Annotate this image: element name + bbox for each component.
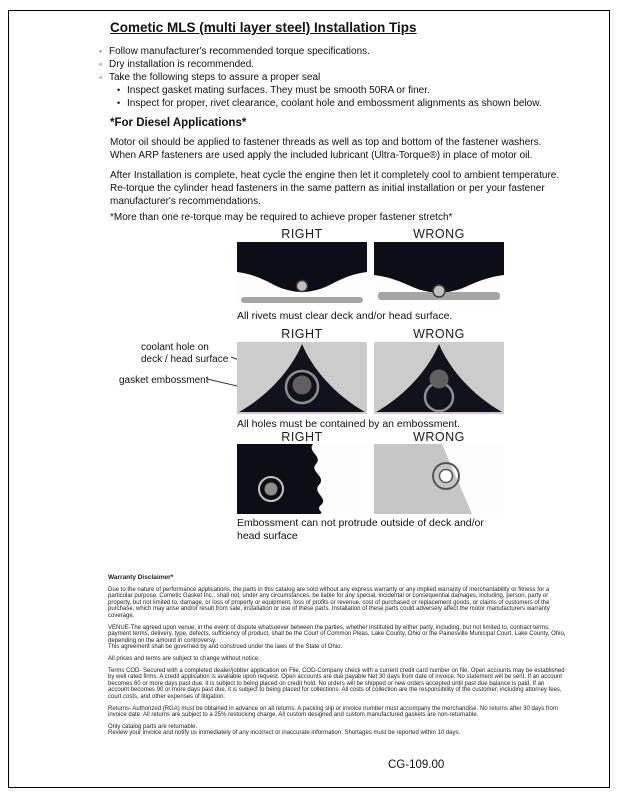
- warranty-paragraph: Returns- Authorized (RGA) must be obtained in advance on all returns. A packing slip or invoice number must accompany the merchandise. No returns after 30 days from invoice date. All returns are subject to a 25% restocking charge. All custom designed and custom manufactured gaskets are non-returnable.: [108, 705, 558, 719]
- warranty-paragraph: Review your invoice and notify us immediately of any incorrect or inaccurate information. Shortages must be reported within 10 days.: [108, 730, 461, 737]
- embossment-protrusion-wrong-diagram: [374, 444, 504, 514]
- list-item-text: Take the following steps to assure a proper seal: [109, 72, 321, 83]
- coolant-hole-icon: [293, 376, 312, 395]
- warranty-paragraph: Terms COD- Secured with a completed dealer/jobber application on File, COD-Company check with a current credit card number on file. Open accounts may be established by well rated firms. A credit application is available upon request. Open accounts are due payable Net 30 days from date of invoice. No statement will be sent. If an account becomes 60 or more days past due, it is subject to being placed on credit hold. No orders will be shipped or new orders accepted until past due balance is paid. If an account becomes 90 or more days past due, it is subject to being placed for collections. All costs of collection are the responsibility of the customer, including attorney fees, court costs, and other expenses of litigation.: [108, 667, 565, 700]
- hole-embossment-wrong-diagram: [374, 342, 504, 414]
- wrong-label: WRONG: [413, 227, 465, 241]
- rivet-caption: All rivets must clear deck and/or head surface.: [237, 310, 453, 322]
- list-item: [99, 58, 542, 71]
- list-item-text: Inspect gasket mating surfaces. They must be smooth 50RA or finer.: [127, 85, 430, 96]
- list-item: [117, 84, 542, 97]
- circle-bullet-icon: ◦: [99, 72, 103, 82]
- deck-surface: [237, 444, 323, 514]
- wrong-label: WRONG: [413, 327, 465, 341]
- warranty-paragraph: VENUE-The agreed upon venue, in the event of dispute whatsoever between the parties, whether instituted by either party, including, but not limited to, contract terms, payment terms, delivery, type, defects, sufficiency of product, shall be the Court of Common Pleas, Lake County, Ohio or the Painesville Municipal Court, Lake County, Ohio, depending on the amount in controversy.: [108, 624, 566, 644]
- rivet-icon: [297, 281, 308, 292]
- embossment-caption: Embossment can not protrude outside of deck and/or head surface: [237, 517, 484, 542]
- right-label: RIGHT: [281, 430, 323, 444]
- warranty-heading: Warranty Disclaimer*: [108, 574, 174, 581]
- coolant-hole-label: coolant hole on deck / head surface: [141, 342, 229, 365]
- page-title: Cometic MLS (multi layer steel) Installation Tips: [110, 20, 417, 35]
- coolant-hole-icon: [265, 483, 278, 496]
- list-item: [99, 45, 542, 58]
- coolant-hole-icon: [440, 470, 453, 483]
- list-item-text: Inspect for proper, rivet clearance, coolant hole and embossment alignments as shown below.: [127, 98, 542, 109]
- hole-embossment-right-diagram: [237, 342, 367, 414]
- coolant-hole-icon: [430, 370, 449, 389]
- list-item: [117, 97, 542, 110]
- right-label: RIGHT: [281, 227, 323, 241]
- rivet-clearance-wrong-diagram: [374, 242, 504, 306]
- diesel-applications-heading: *For Diesel Applications*: [110, 117, 247, 129]
- list-item: [99, 71, 542, 84]
- holes-caption: All holes must be contained by an embossment.: [237, 418, 460, 430]
- warranty-paragraph: All prices and terms are subject to change without notice.: [108, 655, 260, 662]
- page-code: CG-109.00: [388, 759, 445, 771]
- dot-bullet-icon: •: [117, 85, 121, 95]
- dot-bullet-icon: •: [117, 98, 121, 108]
- warranty-paragraph: Only catalog parts are returnable.: [108, 723, 198, 730]
- rivet-clearance-right-diagram: [237, 242, 367, 306]
- sub-list: [117, 84, 542, 110]
- rivet-icon: [433, 285, 445, 297]
- deck-surface: [241, 297, 363, 303]
- circle-bullet-icon: ◦: [99, 59, 103, 69]
- circle-bullet-icon: ◦: [99, 46, 103, 56]
- warranty-disclaimer: [108, 575, 566, 737]
- installation-tips-list: [99, 45, 542, 110]
- warranty-paragraph: This agreement shall be governed by and construed under the laws of the State of Ohio.: [108, 644, 343, 651]
- diesel-paragraph: After Installation is complete, heat cycle the engine then let it completely cool to ambient temperature. Re-torque the cylinder head fasteners in the same pattern as initial installation or per your fastener manufacturer's recommendations.: [110, 170, 560, 208]
- right-label: RIGHT: [281, 327, 323, 341]
- list-item-text: Follow manufacturer's recommended torque specifications.: [109, 46, 370, 57]
- wrong-label: WRONG: [413, 430, 465, 444]
- retorque-note: *More than one re-torque may be required to achieve proper fastener stretch*: [110, 212, 453, 223]
- list-item-text: Dry installation is recommended.: [109, 59, 255, 70]
- gasket-embossment-label: gasket embossment: [119, 375, 209, 386]
- warranty-paragraph: Due to the nature of performance applications, the parts in this catalog are sold without any express warranty or any implied warranty of merchantability or fitness for a particular purpose. Cometic Gasket Inc., shall not, under any circumstances, be liable for any special, incidental or consequential damages, including, person, party or property, but not limited to, damage, or loss of property or equipment, loss of profits or revenue, cost of purchased or replacement goods, or claims of customers of the purchase, which may arise and/or result from sale, installation or use of these parts. Installation of these parts could adversely affect the motor manufacturers warranty coverage.: [108, 586, 550, 619]
- diesel-paragraph: Motor oil should be applied to fastener threads as well as top and bottom of the fastener washers. When ARP fasteners are used apply the included lubricant (Ultra-Torque®) in place of motor oil.: [110, 137, 542, 162]
- embossment-protrusion-right-diagram: [237, 444, 367, 514]
